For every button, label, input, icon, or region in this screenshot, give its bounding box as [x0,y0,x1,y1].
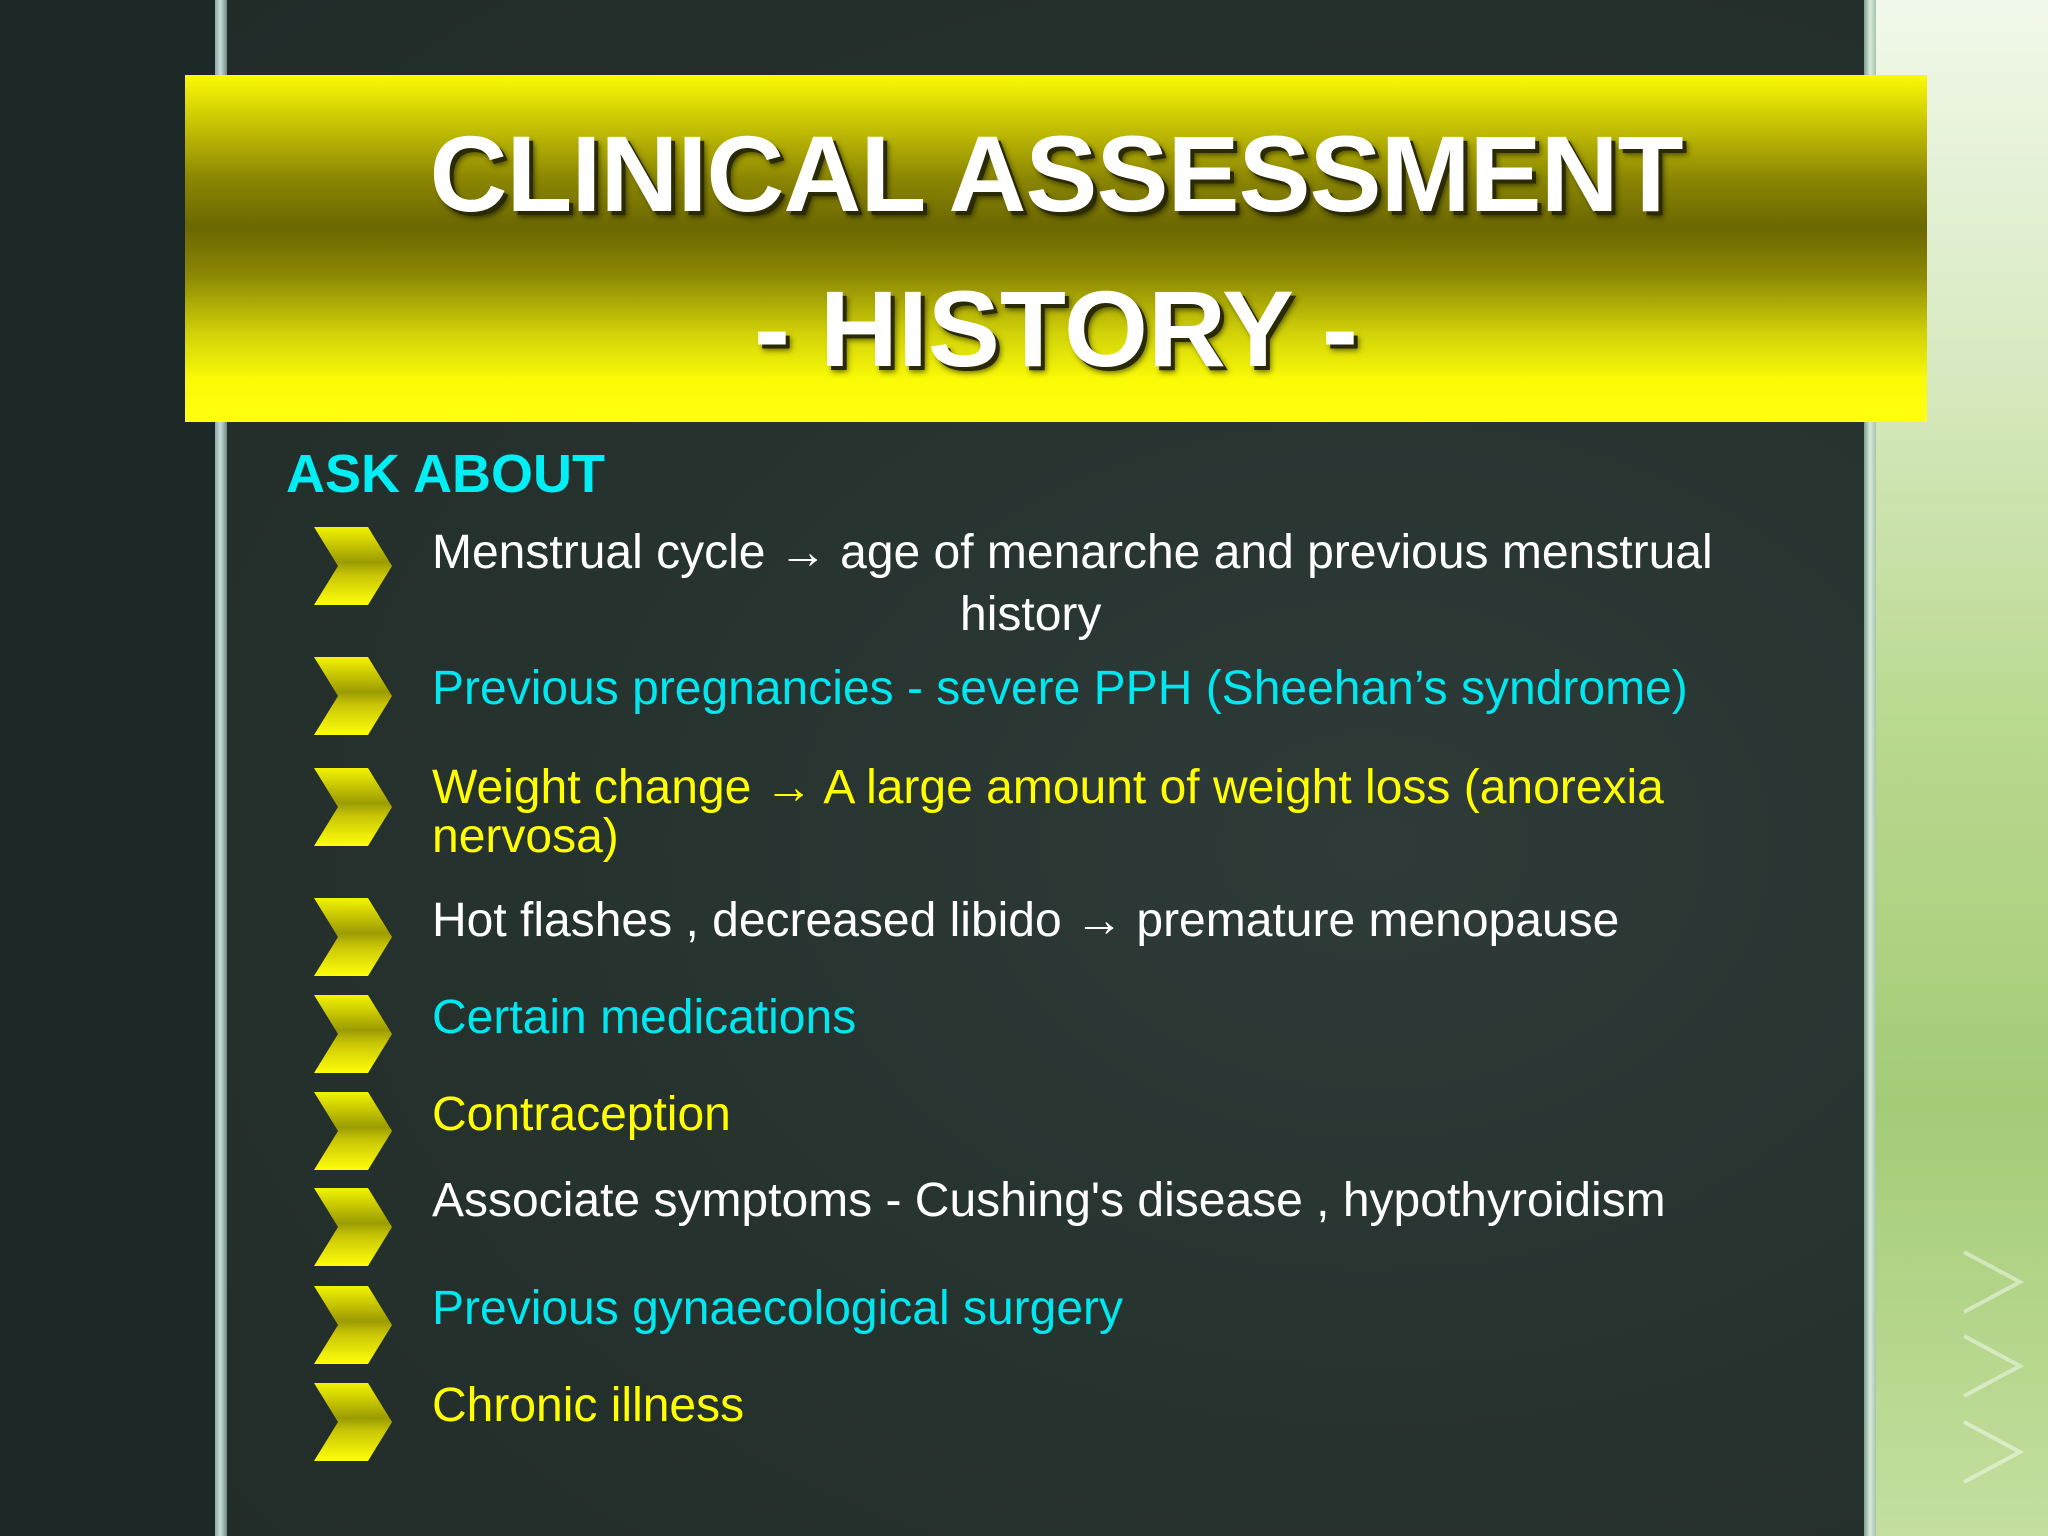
decorative-chevrons-icon [1950,1240,2040,1500]
list-item-text: Hot flashes , decreased libido → premature menopause [432,894,1620,947]
yellow-chevron-arrow-icon [312,655,394,737]
list-item-text: Previous pregnancies - severe PPH (Sheehan’s syndrome) [432,662,1688,715]
yellow-chevron-arrow-icon [312,1284,394,1366]
list-item-text-continued: nervosa) [432,810,619,863]
yellow-chevron-arrow-icon [312,993,394,1075]
yellow-chevron-arrow-icon [312,525,394,607]
list-item-text-continued: history [960,588,1102,641]
yellow-chevron-arrow-icon [312,1186,394,1268]
list-item-text: Contraception [432,1088,731,1141]
left-dark-strip [0,0,215,1536]
list-item-text: Associate symptoms - Cushing's disease , hypothyroidism [432,1174,1666,1227]
yellow-chevron-arrow-icon [312,766,394,848]
list-item-text: Weight change → A large amount of weight loss (anorexia [432,761,1664,814]
slide-title-line-1: CLINICAL ASSESSMENT [429,113,1683,234]
yellow-chevron-arrow-icon [312,1090,394,1172]
yellow-chevron-arrow-icon [312,896,394,978]
list-item-text: Chronic illness [432,1379,745,1432]
list-item-text: Certain medications [432,991,857,1044]
title-banner [185,75,1927,422]
slide-title-line-2: - HISTORY - [753,268,1359,389]
list-item-text: Previous gynaecological surgery [432,1282,1124,1335]
section-heading: ASK ABOUT [286,444,605,504]
list-item-text: Menstrual cycle → age of menarche and previous menstrual [432,526,1713,579]
yellow-chevron-arrow-icon [312,1381,394,1463]
